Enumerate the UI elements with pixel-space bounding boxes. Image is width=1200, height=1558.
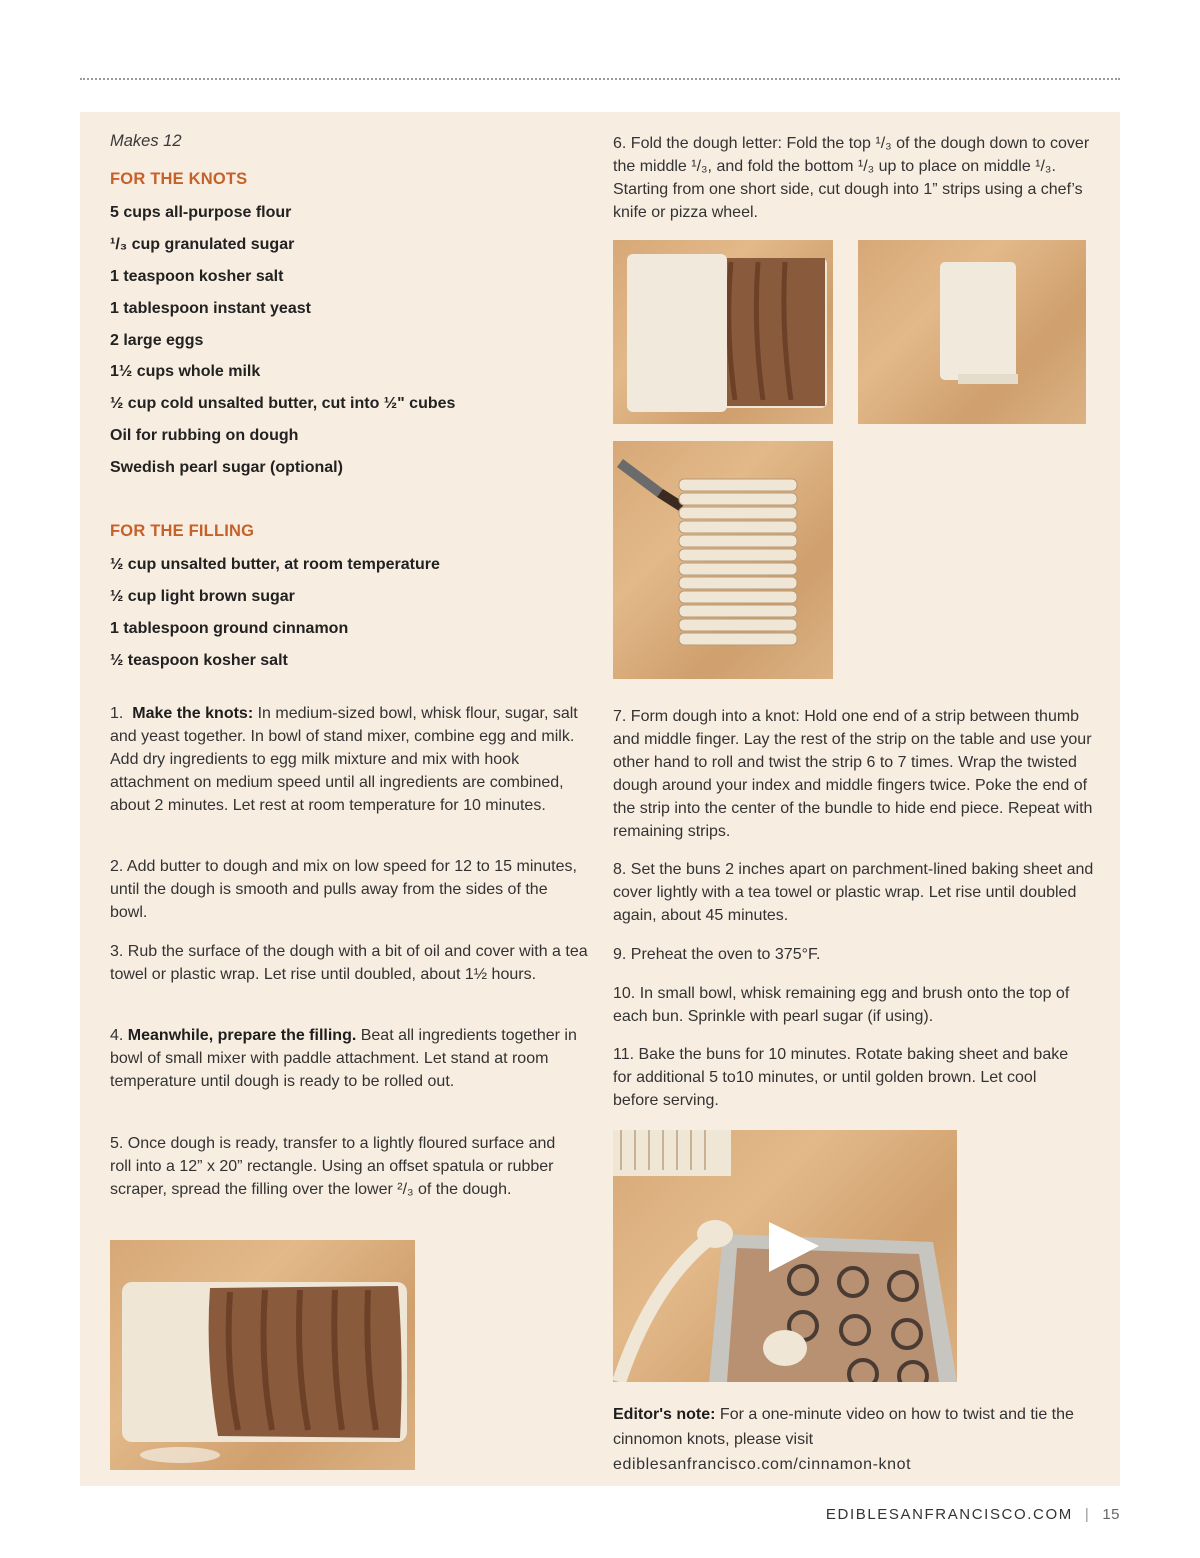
step-3: 3. Rub the surface of the dough with a bit of oil and cover with a tea towel or plastic wrap. Let rise until doubled, about 1½ hours. — [110, 943, 588, 983]
page-number: 15 — [1102, 1506, 1120, 1523]
step-8: 8. Set the buns 2 inches apart on parchment-lined baking sheet and cover lightly with a tea towel or plastic wrap. Let rise until doubled again, about 45 minutes. — [613, 861, 1094, 924]
footer-separator: | — [1084, 1506, 1091, 1523]
ingredient-item: 2 large eggs — [110, 331, 204, 349]
ingredient-item: 1 tablespoon ground cinnamon — [110, 619, 349, 637]
step-6: 6. Fold the dough letter: Fold the top ¹/₃ of the dough down to cover the middle ¹/₃, and fold the bottom ¹/₃ up to place on middle ¹/₃. Starting from one short side, cut dough into 1” strips using a chef’s knife or pizza wheel. — [613, 135, 1090, 221]
ingredient-item: 1 tablespoon instant yeast — [110, 299, 311, 317]
photo-folding-dough — [613, 240, 833, 424]
step-7: 7. Form dough into a knot: Hold one end of a strip between thumb and middle finger. Lay the rest of the strip on the table and use your other hand to roll and twist the strip 6 to 7 times. Wrap the twisted dough around your index and middle fingers twice. Poke the end of the strip into the center of the bundle to hide end piece. Repeat with remaining strips. — [613, 708, 1093, 840]
ingredient-item: Swedish pearl sugar (optional) — [110, 459, 343, 477]
step-number: 4. — [110, 1027, 124, 1044]
step-lead: Make the knots: — [132, 705, 254, 722]
step-text: In medium-sized bowl, whisk flour, sugar, salt and yeast together. In bowl of stand mixer, combine egg and milk. Add dry ingredients to egg milk mixture and mix with hook attachment on medium speed until all ingredients are combined, about 2 minutes. Let rest at room temperature for 10 minutes. — [110, 705, 578, 814]
video-thumbnail[interactable] — [613, 1130, 957, 1382]
step-2: 2. Add butter to dough and mix on low speed for 12 to 15 minutes, until the dough is smooth and pulls away from the sides of the bowl. — [110, 858, 577, 921]
ingredient-item: ½ teaspoon kosher salt — [110, 651, 288, 669]
filling-ingredient-list — [110, 554, 440, 682]
photo-folded-dough — [858, 240, 1086, 424]
editor-note-text: For a one-minute video on how to twist and tie the cinnomon knots, please visit — [613, 1406, 1074, 1448]
step-number: 1. — [110, 705, 124, 722]
cut-strips-illustration — [613, 441, 833, 679]
photo-dough-with-filling — [110, 1240, 415, 1470]
step-1 — [110, 702, 588, 817]
step-9: 9. Preheat the oven to 375°F. — [613, 946, 821, 963]
knots-ingredient-list — [110, 202, 455, 489]
step-text: Beat all ingredients together in bowl of small mixer with paddle attachment. Let stand at room temperature until dough is ready to be rolled out. — [110, 1027, 577, 1090]
knot-video-illustration — [613, 1130, 957, 1382]
step-10: 10. In small bowl, whisk remaining egg and brush onto the top of each bun. Sprinkle with pearl sugar (if using). — [613, 985, 1070, 1025]
ingredient-item: ½ cup unsalted butter, at room temperature — [110, 556, 440, 573]
ingredient-item: ¹/₃ cup granulated sugar — [110, 235, 295, 253]
page-footer — [826, 1506, 1120, 1523]
editor-note — [613, 1402, 1098, 1477]
ingredient-item: ½ cup light brown sugar — [110, 587, 295, 605]
step-lead: Meanwhile, prepare the filling. — [127, 1027, 357, 1044]
step-4 — [110, 1024, 588, 1093]
step-11: 11. Bake the buns for 10 minutes. Rotate baking sheet and bake for additional 5 to10 minutes, or until golden brown. Let cool before serving. — [613, 1046, 1069, 1109]
folded-dough-illustration — [858, 240, 1086, 424]
editor-note-label: Editor's note: — [613, 1406, 716, 1423]
step-5: 5. Once dough is ready, transfer to a lightly floured surface and roll into a 12” x 20” rectangle. Using an offset spatula or rubber scraper, spread the filling over the lower ²/₃ of the dough. — [110, 1135, 556, 1198]
ingredient-item: 1 teaspoon kosher salt — [110, 267, 284, 285]
yield-note: Makes 12 — [110, 132, 182, 150]
top-dotted-rule — [80, 78, 1120, 80]
footer-site[interactable]: EDIBLESANFRANCISCO.COM — [825, 1506, 1073, 1523]
ingredient-item: 5 cups all-purpose flour — [110, 204, 292, 221]
ingredient-item: 1½ cups whole milk — [110, 363, 261, 381]
video-link[interactable]: ediblesanfrancisco.com/cinnamon-knot — [613, 1456, 912, 1473]
ingredient-item: Oil for rubbing on dough — [110, 427, 299, 445]
knots-heading: FOR THE KNOTS — [110, 170, 248, 188]
ingredient-item: ½ cup cold unsalted butter, cut into ½" cubes — [110, 395, 456, 413]
recipe-panel — [80, 112, 1120, 1486]
dough-filling-illustration — [110, 1240, 415, 1470]
folding-dough-illustration — [613, 240, 833, 424]
photo-cut-strips — [613, 441, 833, 679]
filling-heading: FOR THE FILLING — [110, 522, 255, 540]
